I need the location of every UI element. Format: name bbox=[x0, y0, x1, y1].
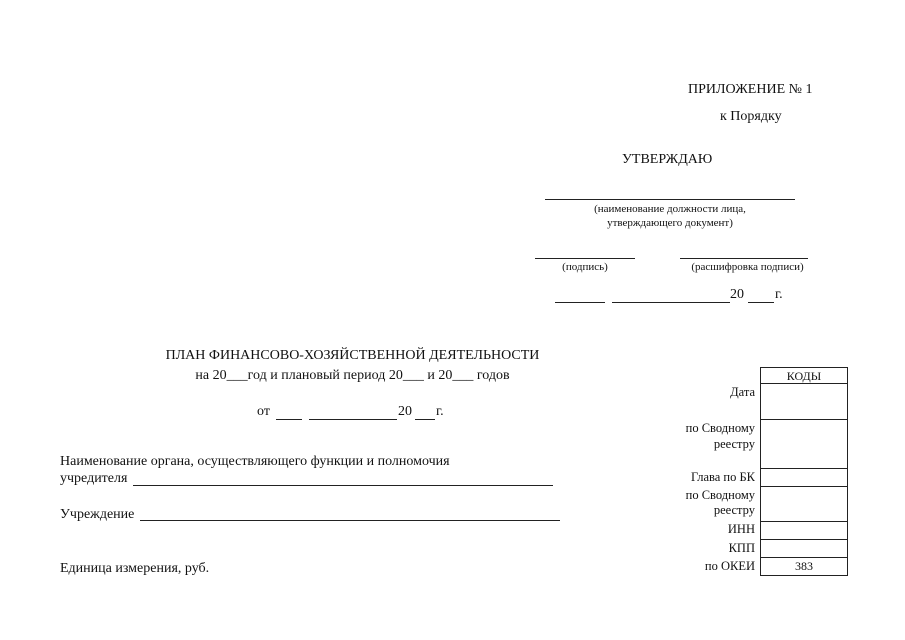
appendix-subtitle: к Порядку bbox=[720, 109, 782, 124]
code-label-okei: по ОКЕИ bbox=[704, 559, 755, 573]
plan-month-line bbox=[309, 419, 397, 420]
unit-label: Единица измерения, руб. bbox=[60, 561, 210, 576]
code-label-svod1-a: по Сводному bbox=[685, 421, 755, 435]
code-label-svod1-b: реестру bbox=[713, 437, 755, 451]
position-line bbox=[545, 199, 795, 200]
code-cell-date[interactable] bbox=[760, 383, 848, 420]
institution-label: Учреждение bbox=[60, 507, 135, 522]
code-label-glava: Глава по БК bbox=[690, 470, 755, 484]
decoding-line bbox=[680, 258, 808, 259]
plan-date-prefix: от bbox=[257, 404, 270, 419]
approval-heading: УТВЕРЖДАЮ bbox=[622, 152, 713, 167]
appendix-title: ПРИЛОЖЕНИЕ № 1 bbox=[688, 82, 813, 97]
plan-date-year: 20 bbox=[398, 404, 412, 419]
plan-title: ПЛАН ФИНАНСОВО-ХОЗЯЙСТВЕННОЙ ДЕЯТЕЛЬНОСТИ bbox=[165, 348, 540, 363]
approval-date-suffix: г. bbox=[775, 287, 783, 302]
position-caption-2: утверждающего документ) bbox=[607, 217, 733, 229]
approval-month-line bbox=[612, 302, 730, 303]
code-cell-kpp[interactable] bbox=[760, 539, 848, 558]
code-cell-svod1[interactable] bbox=[760, 419, 848, 469]
code-cell-inn[interactable] bbox=[760, 521, 848, 540]
approval-year-line bbox=[748, 302, 774, 303]
plan-year-line bbox=[415, 419, 435, 420]
approval-year: 20 bbox=[730, 287, 744, 302]
organ-field bbox=[133, 485, 553, 486]
organ-label-line1: Наименование органа, осуществляющего функции и полномочия bbox=[60, 454, 450, 469]
institution-field bbox=[140, 520, 560, 521]
code-label-kpp: КПП bbox=[728, 541, 755, 555]
codes-header: КОДЫ bbox=[760, 367, 848, 384]
code-label-svod2-a: по Сводному bbox=[685, 488, 755, 502]
plan-date-suffix: г. bbox=[436, 404, 444, 419]
code-cell-okei[interactable]: 383 bbox=[760, 557, 848, 576]
signature-line bbox=[535, 258, 635, 259]
position-caption-1: (наименование должности лица, bbox=[594, 203, 746, 215]
plan-day-line bbox=[276, 419, 302, 420]
code-cell-svod2[interactable] bbox=[760, 486, 848, 522]
decoding-caption: (расшифровка подписи) bbox=[691, 261, 804, 273]
signature-caption: (подпись) bbox=[562, 261, 608, 273]
organ-label-line2: учредителя bbox=[60, 471, 128, 486]
code-label-inn: ИНН bbox=[727, 522, 755, 536]
code-label-date: Дата bbox=[730, 385, 755, 399]
approval-day-line bbox=[555, 302, 605, 303]
code-label-svod2-b: реестру bbox=[713, 503, 755, 517]
plan-period: на 20___год и плановый период 20___ и 20___ годов bbox=[195, 368, 510, 383]
code-cell-glava[interactable] bbox=[760, 468, 848, 487]
